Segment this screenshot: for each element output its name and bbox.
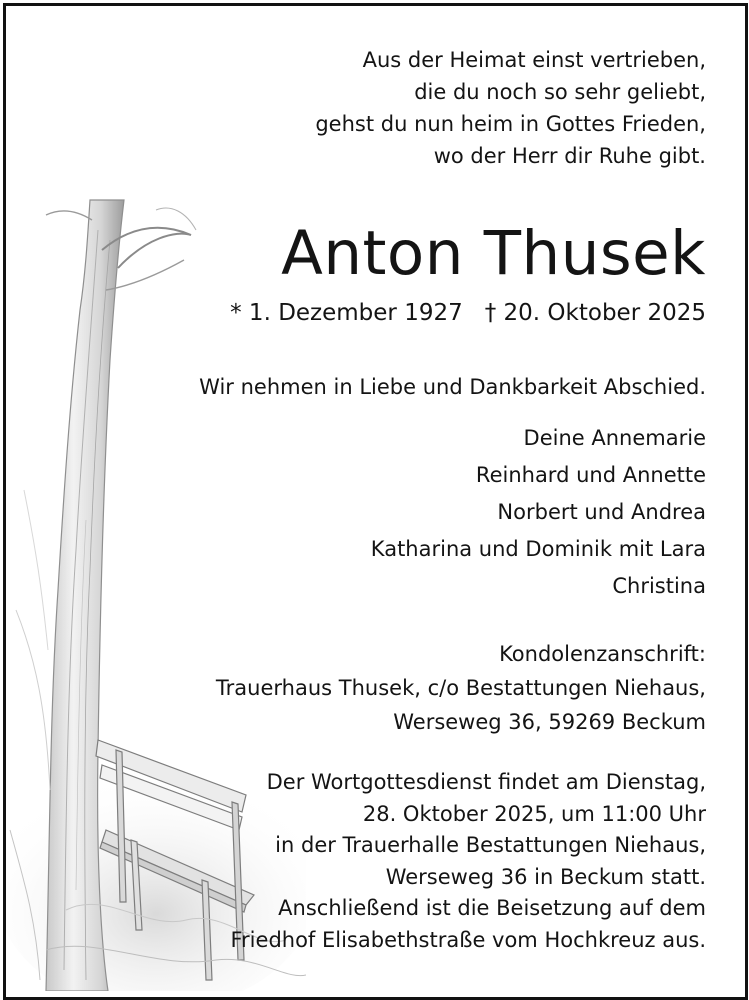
verse-line: gehst du nun heim in Gottes Frieden, bbox=[315, 112, 706, 136]
life-dates bbox=[230, 296, 706, 330]
service-line: Werseweg 36 in Beckum statt. bbox=[385, 864, 706, 889]
service-line: in der Trauerhalle Bestattungen Niehaus, bbox=[275, 833, 706, 857]
mourner-name: Reinhard und Annette bbox=[475, 463, 706, 487]
deceased-name: Anton Thusek bbox=[281, 218, 706, 289]
service-line: Anschließend ist die Beisetzung auf dem bbox=[278, 896, 706, 920]
mourner-name: Katharina und Dominik mit Lara bbox=[370, 537, 706, 561]
condolence-address bbox=[216, 637, 706, 739]
address-line: Werseweg 36, 59269 Beckum bbox=[393, 710, 706, 734]
farewell-text: Wir nehmen in Liebe und Dankbarkeit Abschied. bbox=[199, 375, 706, 399]
birth-date: * 1. Dezember 1927 bbox=[230, 300, 463, 326]
mourner-name: Christina bbox=[612, 574, 706, 598]
verse-line: die du noch so sehr geliebt, bbox=[414, 80, 706, 104]
service-line: 28. Oktober 2025, um 11:00 Uhr bbox=[362, 801, 706, 826]
death-date: † 20. Oktober 2025 bbox=[484, 300, 706, 326]
mourners-list bbox=[371, 420, 706, 605]
verse-line: Aus der Heimat einst vertrieben, bbox=[362, 48, 706, 72]
verse-line: wo der Herr dir Ruhe gibt. bbox=[433, 144, 706, 168]
mourner-name: Deine Annemarie bbox=[523, 426, 706, 450]
service-line: Friedhof Elisabethstraße vom Hochkreuz aus. bbox=[230, 927, 706, 952]
mourner-name: Norbert und Andrea bbox=[497, 500, 706, 524]
address-line: Kondolenzanschrift: bbox=[499, 642, 706, 666]
service-line: Der Wortgottesdienst findet am Dienstag, bbox=[266, 770, 706, 794]
memorial-verse bbox=[315, 44, 706, 172]
address-line: Trauerhaus Thusek, c/o Bestattungen Niehaus, bbox=[215, 676, 706, 700]
service-information bbox=[231, 767, 707, 956]
